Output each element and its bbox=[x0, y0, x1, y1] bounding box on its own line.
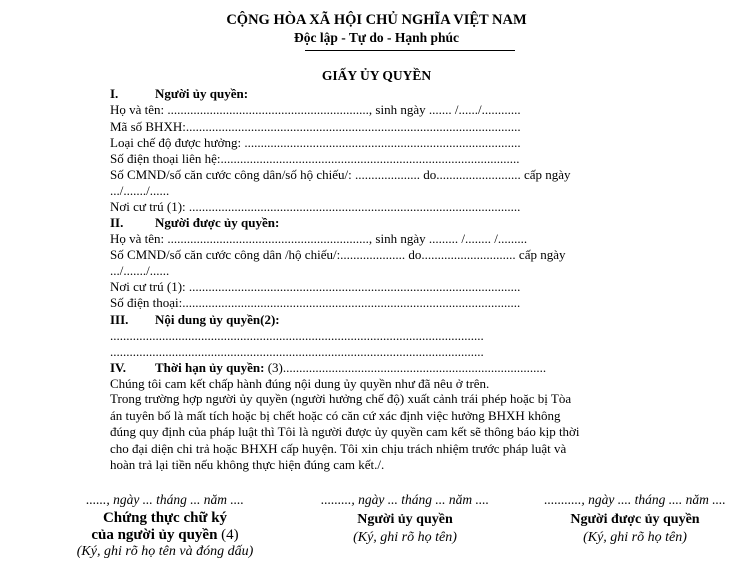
motto: Độc lập - Tự do - Hạnh phúc bbox=[293, 30, 460, 45]
section-2-heading bbox=[110, 215, 279, 230]
certifier-title-2: của người ủy quyền bbox=[91, 527, 218, 543]
content-line-2: ................................................................................................................... bbox=[110, 344, 484, 359]
section-2-title: Người được ủy quyền: bbox=[155, 215, 280, 230]
commitment-paragraph-text: Trong trường hợp người ủy quyền (người hưởng chế độ) xuất cảnh trái phép hoặc bị Tòa án tuyên bố là mất tích hoặc bị chết hoặc có căn cứ xác định việc hưởng BHXH không đúng quy định của pháp luật thì Tôi là người được ủy quyền cam kết sẽ thông báo kịp thời cho đại diện chi trả hoặc BHXH cấp huyện. Tôi xin chịu trách nhiệm trước pháp luật và hoàn trả lại tiền nếu không thực hiện đúng cam kết./. bbox=[110, 391, 580, 472]
grantor-benefit-line: Loại chế độ được hưởng: ..................................................................................... bbox=[110, 135, 521, 150]
grantee-phone-line: Số điện thoại:........................................................................................................ bbox=[110, 295, 521, 310]
signature-certifier bbox=[50, 492, 280, 560]
section-1-title: Người ủy quyền: bbox=[155, 86, 249, 101]
section-3-title: Nội dung ủy quyền(2): bbox=[155, 312, 280, 327]
signature-grantor bbox=[300, 492, 510, 546]
grantee-instruction: (Ký, ghi rõ họ tên) bbox=[583, 530, 687, 545]
country-header: CỘNG HÒA XÃ HỘI CHỦ NGHĨA VIỆT NAM bbox=[226, 12, 527, 28]
grantor-id-date-line: .../......./...... bbox=[110, 183, 170, 198]
section-3-number: III. bbox=[110, 312, 129, 327]
document-title: GIẤY ỦY QUYỀN bbox=[321, 68, 432, 83]
grantor-sign-title: Người ủy quyền bbox=[357, 512, 453, 527]
certifier-note: (4) bbox=[221, 527, 239, 543]
grantor-bhxh-line: Mã số BHXH:....................................................................................................... bbox=[110, 119, 521, 134]
grantee-name-line: Họ và tên: .............................................................., sinh ngày ......... /........ /......... bbox=[110, 231, 528, 246]
grantee-id-line: Số CMND/số căn cước công dân /hộ chiếu/:.................... do............................. cấp ngày bbox=[110, 247, 566, 262]
grantor-name-line: Họ và tên: .............................................................., sinh ngày ....... /....../............ bbox=[110, 102, 521, 117]
header-divider bbox=[305, 50, 515, 51]
grantor-instruction: (Ký, ghi rõ họ tên) bbox=[353, 530, 457, 545]
section-1-number: I. bbox=[110, 86, 119, 101]
section-3-heading bbox=[110, 312, 280, 327]
section-4-heading bbox=[110, 360, 546, 375]
duration-value: (3)................................................................................. bbox=[267, 360, 547, 375]
section-4-number: IV. bbox=[110, 360, 127, 375]
section-1-heading bbox=[110, 86, 248, 101]
content-line-1: ................................................................................................................... bbox=[110, 328, 484, 343]
grantee-residence-line: Nơi cư trú (1): ...................................................................................................... bbox=[110, 279, 521, 294]
grantor-id-line: Số CMND/số căn cước công dân/số hộ chiếu/: .................... do.......................... cấp ngày bbox=[110, 167, 571, 182]
grantee-id-date-line: .../......./...... bbox=[110, 263, 170, 278]
certifier-title-2-row bbox=[50, 527, 280, 544]
grantee-date: ..........., ngày .... tháng .... năm .... bbox=[544, 492, 726, 507]
grantor-phone-line: Số điện thoại liên hệ:............................................................................................ bbox=[110, 151, 520, 166]
commitment-paragraph bbox=[110, 391, 580, 474]
commitment-line: Chúng tôi cam kết chấp hành đúng nội dung ủy quyền như đã nêu ở trên. bbox=[110, 376, 490, 391]
certifier-title-1: Chứng thực chữ ký bbox=[102, 510, 228, 526]
grantee-sign-title: Người được ủy quyền bbox=[570, 512, 700, 527]
grantor-date: ........., ngày ... tháng ... năm .... bbox=[321, 492, 489, 507]
certifier-date: ......, ngày ... tháng ... năm .... bbox=[86, 492, 244, 507]
certifier-instruction: (Ký, ghi rõ họ tên và đóng dấu) bbox=[76, 544, 254, 559]
section-4-title: Thời hạn ủy quyền: bbox=[155, 360, 265, 375]
signature-grantee bbox=[520, 492, 750, 546]
section-2-number: II. bbox=[110, 215, 124, 230]
grantor-residence-line: Nơi cư trú (1): ...................................................................................................... bbox=[110, 199, 521, 214]
